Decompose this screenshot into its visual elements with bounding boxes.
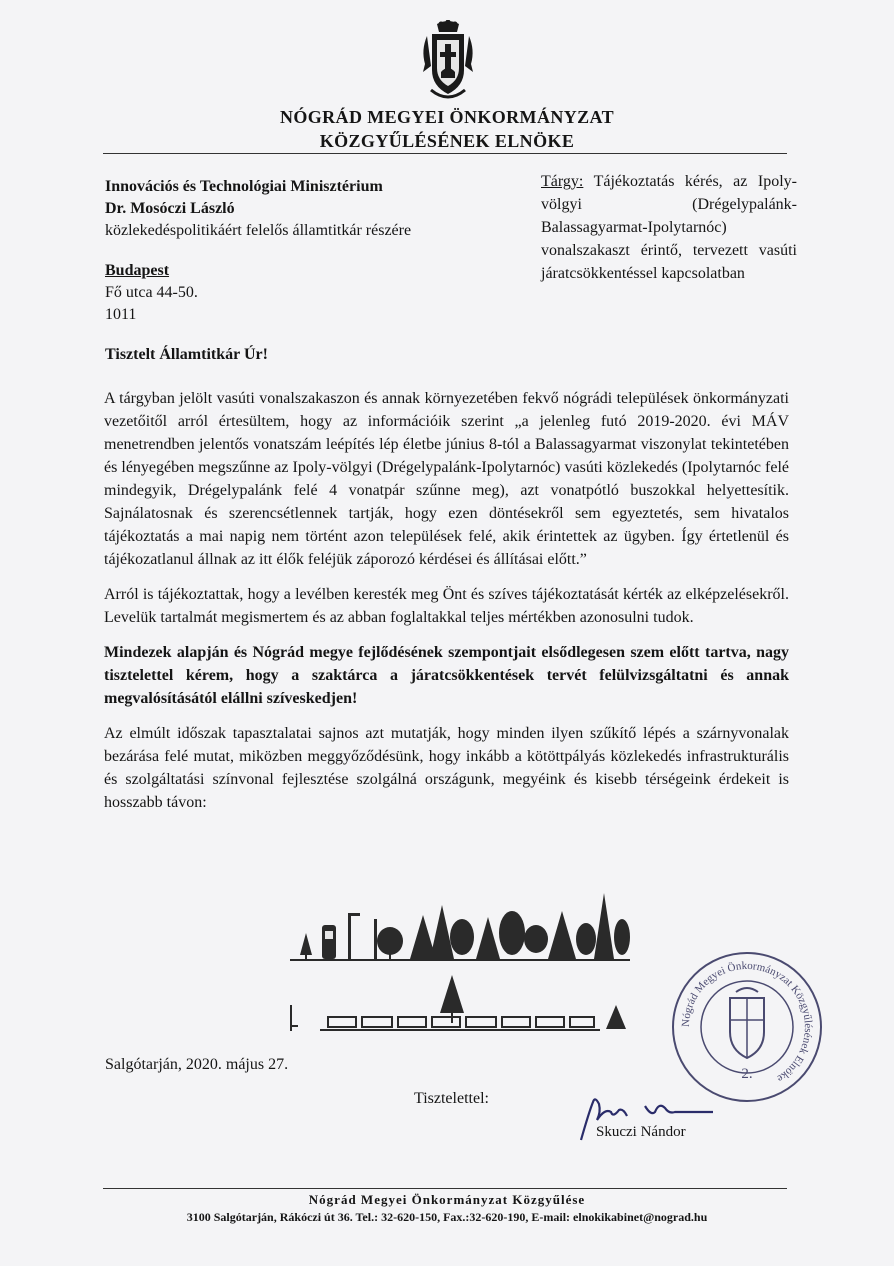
recipient-zip: 1011 [105,306,137,323]
recipient-role: közlekedéspolitikáért felelős államtitkár részére [105,222,412,239]
header-divider [103,153,787,154]
subject-text: Tájékoztatás kérés, az Ipoly-völgyi (Drégelypalánk-Balassagyarmat-Ipolytarnóc) vonalszakaszt érintő, tervezett vasúti járatcsökkentéssel kapcsolatban [541,173,797,282]
body-paragraph-request: Mindezek alapján és Nógrád megye fejlődésének szempontjait elsődlegesen szem előtt tartva, nagy tisztelettel kérem, hogy a szaktárca a járatcsökkentések tervét felülvizsgáltatni és annak megvalósításától elállni szíveskedjen! [104,644,789,707]
salutation: Tisztelt Államtitkár Úr! [105,346,268,363]
recipient-street: Fő utca 44-50. [105,284,198,301]
body-paragraph-4: Az elmúlt időszak tapasztalatai sajnos azt mutatják, hogy minden ilyen szűkítő lépés a szárnyvonalak bezárása felé mutat, miközben meggyőződésünk, hogy inkább a kötöttpályás közlekedés infrastrukturális és szolgáltatási színvonal fejlesztése szolgálná országunk, megyéink és kisebb térségeink érdekeit is hosszabb távon: [104,725,789,811]
footer-contact: 3100 Salgótarján, Rákóczi út 36. Tel.: 32-620-150, Fax.:32-620-190, E-mail: elnokikabinet@nograd.hu [186,1210,708,1224]
recipient-city: Budapest [105,262,170,279]
organization-name: NÓGRÁD MEGYEI ÖNKORMÁNYZAT [279,107,615,127]
letter-date: Salgótarján, 2020. május 27. [105,1056,289,1073]
body-paragraph-2: Arról is tájékoztattak, hogy a levélben keresték meg Önt és szíves tájékoztatását kérték az elképzelésekről. Levelük tartalmát megismertem és az abban foglaltakkal teljes mértékben azonosulni tudok. [104,586,789,626]
trees-illustration [290,893,630,963]
signer-name: Skuczi Nándor [596,1124,686,1140]
train-illustration [290,975,630,1035]
subject-label: Tárgy: [541,173,584,190]
subject-block [541,170,797,285]
coat-of-arms-icon [419,20,477,104]
stamp-ring-text: Nógrád Megyei Önkormányzat Közgyűlésének Elnöke [679,959,815,1085]
footer-organization: Nógrád Megyei Önkormányzat Közgyűlése [308,1192,586,1207]
stamp-number: 2. [741,1066,753,1082]
recipient-address [105,176,411,326]
recipient-ministry: Innovációs és Technológiai Minisztérium [105,178,383,195]
official-stamp [668,950,826,1104]
recipient-name: Dr. Mosóczi László [105,200,235,217]
footer-divider [103,1188,787,1189]
closing-regards: Tisztelettel: [414,1090,489,1107]
letter-body [104,387,789,826]
body-paragraph-1: A tárgyban jelölt vasúti vonalszakaszon és annak környezetében fekvő nógrádi települések önkormányzati vezetőitől arról értesültem, hogy az információik szerint „a jelenleg futó 2019-2020. évi MÁV menetrendben jelentős vonatszám leépítés lép életbe június 8-tól a Balassagyarmat viszonylat tekintetében és lényegében megszűnne az Ipoly-völgyi (Drégelypalánk-Ipolytarnóc) vasúti közlekedés (Ipolytarnóc felé mindegyik, Drégelypalánk felé 4 vonatpár szűnne meg), azt vonatpótló buszokkal helyettesítik. Sajnálatosnak és szerencsétlennek tartják, hogy ezen döntésekről sem egyeztetés, sem hivatalos tájékoztatás a mai napig nem történt azon települések felé, akik érintettek az ügyben. Így értetlenül és tájékozatlanul állnak az itt élők feléjük záporozó kérdései és állításai előtt.” [104,390,789,568]
organization-title: KÖZGYŰLÉSÉNEK ELNÖKE [319,131,575,151]
